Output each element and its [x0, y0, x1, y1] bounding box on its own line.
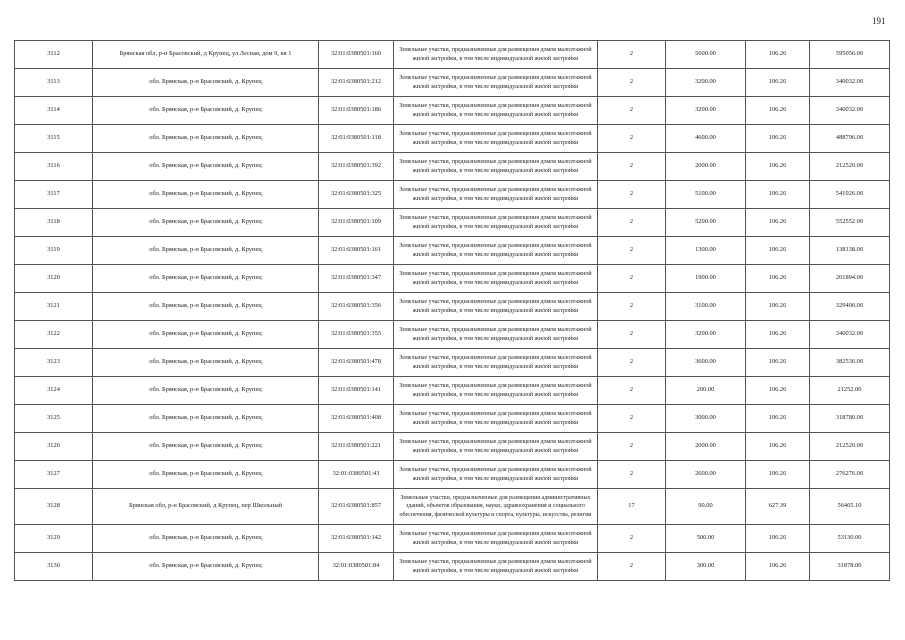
address-cell: обл. Брянская, р-н Брасовский, д. Крупец [93, 405, 319, 433]
land-use-cell: Земельные участки, предназначенные для размещения домов малоэтажной жилой застройки, в том числе индивидуальной жилой застройки [394, 125, 598, 153]
cadastral-number-cell: 32:01:0380501:141 [319, 377, 394, 405]
row-number-cell: 3127 [15, 461, 93, 489]
table-row [15, 321, 890, 349]
group-code-cell: 2 [598, 69, 666, 97]
cadastral-value-cell: 201894.00 [810, 265, 890, 293]
cadastral-value-cell: 212520.00 [810, 433, 890, 461]
group-code-cell: 2 [598, 525, 666, 553]
row-number-cell: 3123 [15, 349, 93, 377]
land-use-cell: Земельные участки, предназначенные для размещения домов малоэтажной жилой застройки, в том числе индивидуальной жилой застройки [394, 349, 598, 377]
specific-value-cell: 106.26 [746, 553, 810, 581]
address-cell: Брянская обл, р-н Брасовский, д Крупец, ул Лесная, дом 9, кв 1 [93, 41, 319, 69]
area-cell: 3200.00 [666, 97, 746, 125]
cadastral-number-cell: 32:01:0380501:109 [319, 209, 394, 237]
specific-value-cell: 106.26 [746, 69, 810, 97]
specific-value-cell: 106.26 [746, 405, 810, 433]
specific-value-cell: 106.26 [746, 349, 810, 377]
cadastral-value-cell: 541926.00 [810, 181, 890, 209]
specific-value-cell: 106.26 [746, 461, 810, 489]
table-row [15, 553, 890, 581]
cadastral-number-cell: 32:01:0380501:857 [319, 489, 394, 525]
specific-value-cell: 627.39 [746, 489, 810, 525]
group-code-cell: 2 [598, 377, 666, 405]
address-cell: обл. Брянская, р-н Брасовский, д. Крупец [93, 97, 319, 125]
land-use-cell: Земельные участки, предназначенные для размещения домов малоэтажной жилой застройки, в том числе индивидуальной жилой застройки [394, 265, 598, 293]
land-use-cell: Земельные участки, предназначенные для размещения домов малоэтажной жилой застройки, в том числе индивидуальной жилой застройки [394, 321, 598, 349]
cadastral-value-cell: 53130.00 [810, 525, 890, 553]
cadastral-number-cell: 32:01:0380501:161 [319, 237, 394, 265]
cadastral-value-cell: 212520.00 [810, 153, 890, 181]
cadastral-number-cell: 32:01:0380501:355 [319, 321, 394, 349]
address-cell: обл. Брянская, р-н Брасовский, д. Крупец [93, 433, 319, 461]
cadastral-value-cell: 21252.00 [810, 377, 890, 405]
land-use-cell: Земельные участки, предназначенные для размещения домов малоэтажной жилой застройки, в том числе индивидуальной жилой застройки [394, 97, 598, 125]
area-cell: 5100.00 [666, 181, 746, 209]
specific-value-cell: 106.26 [746, 125, 810, 153]
table-row [15, 265, 890, 293]
cadastral-value-cell: 340032.00 [810, 321, 890, 349]
cadastral-number-cell: 32:01:0380501:478 [319, 349, 394, 377]
group-code-cell: 2 [598, 405, 666, 433]
area-cell: 3200.00 [666, 69, 746, 97]
row-number-cell: 3112 [15, 41, 93, 69]
land-use-cell: Земельные участки, предназначенные для размещения домов малоэтажной жилой застройки, в том числе индивидуальной жилой застройки [394, 237, 598, 265]
table-row [15, 69, 890, 97]
page-number: 191 [872, 16, 886, 26]
area-cell: 3200.00 [666, 321, 746, 349]
address-cell: обл. Брянская, р-н Брасовский, д. Крупец [93, 293, 319, 321]
cadastral-number-cell: 32:01:0380501:43 [319, 461, 394, 489]
address-cell: обл. Брянская, р-н Брасовский, д. Крупец [93, 377, 319, 405]
specific-value-cell: 106.26 [746, 377, 810, 405]
group-code-cell: 2 [598, 153, 666, 181]
table-row [15, 405, 890, 433]
group-code-cell: 2 [598, 237, 666, 265]
area-cell: 1300.00 [666, 237, 746, 265]
table-row [15, 125, 890, 153]
cadastral-number-cell: 32:01:0380501:212 [319, 69, 394, 97]
land-use-cell: Земельные участки, предназначенные для размещения домов малоэтажной жилой застройки, в том числе индивидуальной жилой застройки [394, 461, 598, 489]
land-use-cell: Земельные участки, предназначенные для размещения домов малоэтажной жилой застройки, в том числе индивидуальной жилой застройки [394, 293, 598, 321]
row-number-cell: 3115 [15, 125, 93, 153]
row-number-cell: 3121 [15, 293, 93, 321]
area-cell: 300.00 [666, 553, 746, 581]
area-cell: 3000.00 [666, 405, 746, 433]
address-cell: обл. Брянская, р-н Брасовский, д. Крупец [93, 209, 319, 237]
specific-value-cell: 106.26 [746, 265, 810, 293]
cadastral-value-cell: 318780.00 [810, 405, 890, 433]
cadastral-number-cell: 32:01:0380501:392 [319, 153, 394, 181]
address-cell: обл. Брянская, р-н Брасовский, д. Крупец [93, 153, 319, 181]
cadastral-number-cell: 32:01:0380501:408 [319, 405, 394, 433]
group-code-cell: 2 [598, 293, 666, 321]
land-registry-table [14, 40, 890, 581]
cadastral-value-cell: 340032.00 [810, 97, 890, 125]
area-cell: 1900.00 [666, 265, 746, 293]
land-use-cell: Земельные участки, предназначенные для размещения домов малоэтажной жилой застройки, в том числе индивидуальной жилой застройки [394, 69, 598, 97]
specific-value-cell: 106.26 [746, 181, 810, 209]
address-cell: обл. Брянская, р-н Брасовский, д. Крупец [93, 321, 319, 349]
table-row [15, 209, 890, 237]
land-use-cell: Земельные участки, предназначенные для размещения домов малоэтажной жилой застройки, в том числе индивидуальной жилой застройки [394, 209, 598, 237]
land-use-cell: Земельные участки, предназначенные для размещения домов малоэтажной жилой застройки, в том числе индивидуальной жилой застройки [394, 377, 598, 405]
area-cell: 2000.00 [666, 433, 746, 461]
specific-value-cell: 106.26 [746, 321, 810, 349]
cadastral-value-cell: 329406.00 [810, 293, 890, 321]
land-use-cell: Земельные участки, предназначенные для размещения домов малоэтажной жилой застройки, в том числе индивидуальной жилой застройки [394, 181, 598, 209]
address-cell: обл. Брянская, р-н Брасовский, д. Крупец [93, 525, 319, 553]
address-cell: обл. Брянская, р-н Брасовский, д. Крупец [93, 181, 319, 209]
group-code-cell: 2 [598, 125, 666, 153]
cadastral-value-cell: 552552.00 [810, 209, 890, 237]
group-code-cell: 2 [598, 181, 666, 209]
cadastral-number-cell: 32:01:0380501:142 [319, 525, 394, 553]
cadastral-value-cell: 138138.00 [810, 237, 890, 265]
cadastral-number-cell: 32:01:0380501:347 [319, 265, 394, 293]
area-cell: 500.00 [666, 525, 746, 553]
land-use-cell: Земельные участки, предназначенные для размещения домов малоэтажной жилой застройки, в том числе индивидуальной жилой застройки [394, 153, 598, 181]
group-code-cell: 2 [598, 553, 666, 581]
cadastral-value-cell: 56465.10 [810, 489, 890, 525]
group-code-cell: 2 [598, 321, 666, 349]
specific-value-cell: 106.26 [746, 153, 810, 181]
address-cell: обл. Брянская, р-н Брасовский, д. Крупец [93, 237, 319, 265]
specific-value-cell: 106.26 [746, 433, 810, 461]
land-use-cell: Земельные участки, предназначенные для размещения домов малоэтажной жилой застройки, в том числе индивидуальной жилой застройки [394, 41, 598, 69]
specific-value-cell: 106.26 [746, 209, 810, 237]
row-number-cell: 3129 [15, 525, 93, 553]
group-code-cell: 2 [598, 209, 666, 237]
table-row [15, 461, 890, 489]
row-number-cell: 3113 [15, 69, 93, 97]
row-number-cell: 3117 [15, 181, 93, 209]
table-row [15, 525, 890, 553]
group-code-cell: 2 [598, 461, 666, 489]
area-cell: 3100.00 [666, 293, 746, 321]
area-cell: 3600.00 [666, 349, 746, 377]
cadastral-value-cell: 340032.00 [810, 69, 890, 97]
table-row [15, 153, 890, 181]
cadastral-number-cell: 32:01:0380501:84 [319, 553, 394, 581]
cadastral-number-cell: 32:01:0380501:325 [319, 181, 394, 209]
group-code-cell: 2 [598, 349, 666, 377]
address-cell: обл. Брянская, р-н Брасовский, д. Крупец [93, 349, 319, 377]
area-cell: 2000.00 [666, 153, 746, 181]
cadastral-number-cell: 32:01:0380501:221 [319, 433, 394, 461]
area-cell: 2600.00 [666, 461, 746, 489]
group-code-cell: 17 [598, 489, 666, 525]
table-row [15, 41, 890, 69]
table-row [15, 97, 890, 125]
row-number-cell: 3119 [15, 237, 93, 265]
table-body [15, 41, 890, 581]
group-code-cell: 2 [598, 265, 666, 293]
specific-value-cell: 106.26 [746, 97, 810, 125]
land-use-cell: Земельные участки, предназначенные для размещения административных зданий, объектов образования, науки, здравоохранения и социального обеспечения, физической культуры и спорта, культуры, искусства, религии [394, 489, 598, 525]
table-row [15, 181, 890, 209]
table-row [15, 489, 890, 525]
land-use-cell: Земельные участки, предназначенные для размещения домов малоэтажной жилой застройки, в том числе индивидуальной жилой застройки [394, 525, 598, 553]
row-number-cell: 3125 [15, 405, 93, 433]
row-number-cell: 3124 [15, 377, 93, 405]
specific-value-cell: 106.26 [746, 525, 810, 553]
specific-value-cell: 106.26 [746, 237, 810, 265]
address-cell: обл. Брянская, р-н Брасовский, д. Крупец [93, 461, 319, 489]
group-code-cell: 2 [598, 433, 666, 461]
group-code-cell: 2 [598, 97, 666, 125]
cadastral-value-cell: 31878.00 [810, 553, 890, 581]
address-cell: обл. Брянская, р-н Брасовский, д. Крупец [93, 69, 319, 97]
row-number-cell: 3128 [15, 489, 93, 525]
row-number-cell: 3130 [15, 553, 93, 581]
address-cell: обл. Брянская, р-н Брасовский, д. Крупец [93, 553, 319, 581]
table-row [15, 293, 890, 321]
cadastral-value-cell: 276276.00 [810, 461, 890, 489]
area-cell: 5200.00 [666, 209, 746, 237]
address-cell: обл. Брянская, р-н Брасовский, д. Крупец [93, 265, 319, 293]
cadastral-number-cell: 32:01:0380501:356 [319, 293, 394, 321]
specific-value-cell: 106.26 [746, 293, 810, 321]
area-cell: 90.00 [666, 489, 746, 525]
row-number-cell: 3118 [15, 209, 93, 237]
specific-value-cell: 106.26 [746, 41, 810, 69]
cadastral-number-cell: 32:01:0380501:186 [319, 97, 394, 125]
address-cell: Брянская обл, р-н Брасовский, д Крупец, пер Школьный [93, 489, 319, 525]
area-cell: 5600.00 [666, 41, 746, 69]
group-code-cell: 2 [598, 41, 666, 69]
row-number-cell: 3116 [15, 153, 93, 181]
row-number-cell: 3120 [15, 265, 93, 293]
cadastral-value-cell: 488796.00 [810, 125, 890, 153]
address-cell: обл. Брянская, р-н Брасовский, д. Крупец [93, 125, 319, 153]
row-number-cell: 3126 [15, 433, 93, 461]
area-cell: 4600.00 [666, 125, 746, 153]
land-use-cell: Земельные участки, предназначенные для размещения домов малоэтажной жилой застройки, в том числе индивидуальной жилой застройки [394, 433, 598, 461]
row-number-cell: 3114 [15, 97, 93, 125]
cadastral-value-cell: 595056.00 [810, 41, 890, 69]
table-row [15, 377, 890, 405]
area-cell: 200.00 [666, 377, 746, 405]
row-number-cell: 3122 [15, 321, 93, 349]
cadastral-number-cell: 32:01:0380501:118 [319, 125, 394, 153]
table-row [15, 349, 890, 377]
cadastral-value-cell: 382536.00 [810, 349, 890, 377]
table-row [15, 237, 890, 265]
land-use-cell: Земельные участки, предназначенные для размещения домов малоэтажной жилой застройки, в том числе индивидуальной жилой застройки [394, 553, 598, 581]
cadastral-number-cell: 32:01:0380501:160 [319, 41, 394, 69]
land-use-cell: Земельные участки, предназначенные для размещения домов малоэтажной жилой застройки, в том числе индивидуальной жилой застройки [394, 405, 598, 433]
table-row [15, 433, 890, 461]
